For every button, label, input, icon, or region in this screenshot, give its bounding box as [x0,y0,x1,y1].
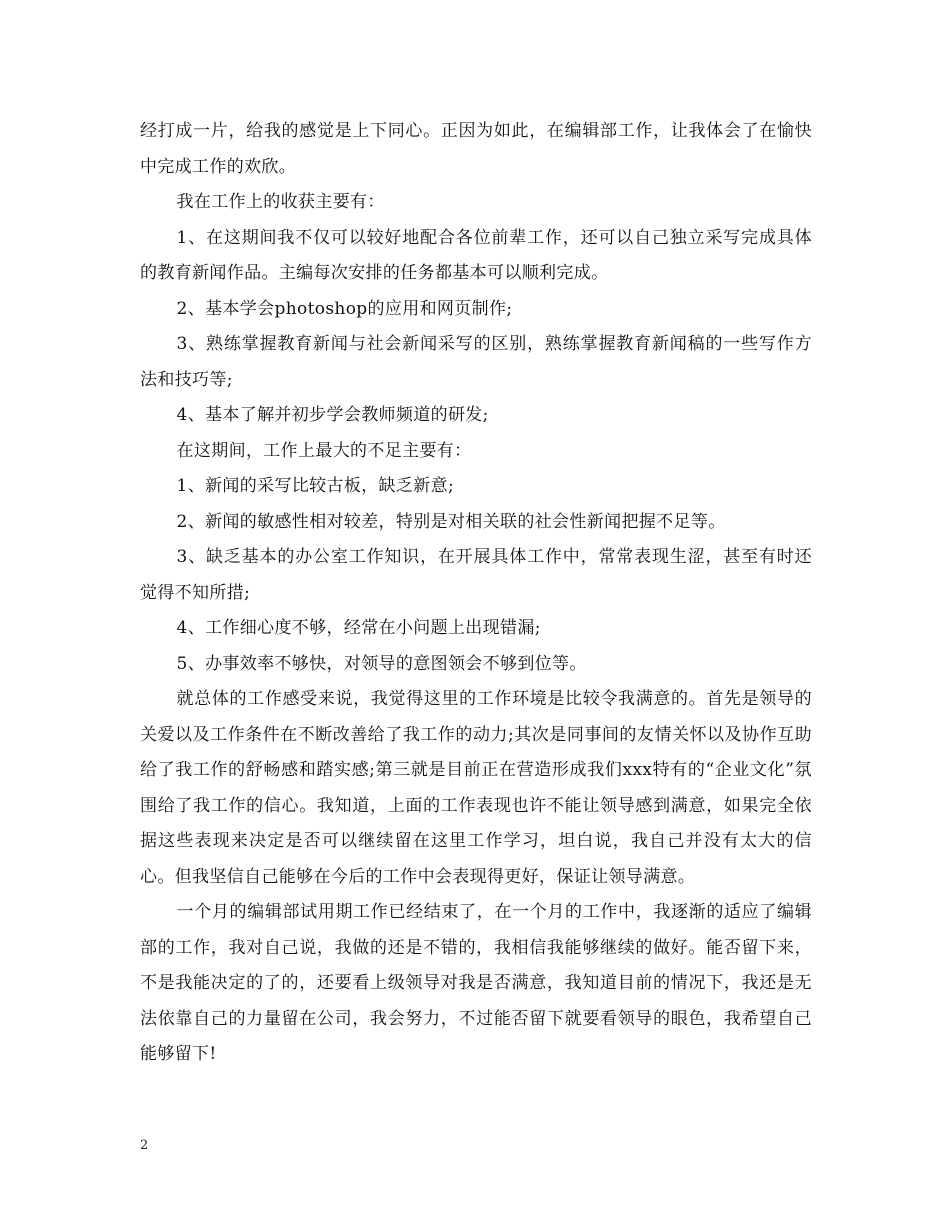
paragraph: 4、基本了解并初步学会教师频道的研发; [176,405,489,425]
paragraph: 就总体的工作感受来说，我觉得这里的工作环境是比较令我满意的。首先是领导的关爱以及工作条件在不断改善给了我工作的动力;其次是同事间的友情关怀以及协作互助给了我工作的舒畅感和踏实感;第三就是目前正在营造形成我们xxx特有的“企业文化”氛围给了我工作的信心。我知道，上面的工作表现也许不能让领导感到满意，如果完全依据这些表现来决定是否可以继续留在这里工作学习，坦白说，我自己并没有太大的信心。但我坚信自己能够在今后的工作中会表现得更好，保证让领导满意。 [140,689,812,887]
paragraph: 4、工作细心度不够，经常在小问题上出现错漏; [176,618,541,638]
paragraph: 在这期间，工作上最大的不足主要有： [176,440,472,461]
paragraph: 1、新闻的采写比较古板，缺乏新意; [176,476,455,496]
page-number: 2 [140,1138,149,1153]
paragraph: 1、在这期间我不仅可以较好地配合各位前辈工作，还可以自己独立采写完成具体的教育新闻作品。主编每次安排的任务都基本可以顺利完成。 [140,227,812,283]
paragraph: 我在工作上的收获主要有： [176,192,385,212]
paragraph: 5、办事效率不够快，对领导的意图领会不够到位等。 [176,653,587,674]
paragraph: 一个月的编辑部试用期工作已经结束了，在一个月的工作中，我逐渐的适应了编辑部的工作，我对自己说，我做的还是不错的，我相信我能够继续的做好。能否留下来，不是我能决定的了的，还要看上级领导对我是否满意，我知道目前的情况下，我还是无法依靠自己的力量留在公司，我会努力，不过能否留下就要看领导的眼色，我希望自己能够留下! [140,902,812,1064]
paragraph: 3、熟练掌握教育新闻与社会新闻采写的区别，熟练掌握教育新闻稿的一些写作方法和技巧等; [140,334,812,390]
paragraph: 2、新闻的敏感性相对较差，特别是对相关联的社会性新闻把握不足等。 [176,511,726,532]
paragraph: 3、缺乏基本的办公室工作知识，在开展具体工作中，常常表现生涩，甚至有时还觉得不知所措; [140,547,812,603]
paragraph: 2、基本学会photoshop的应用和网页制作; [176,298,513,319]
paragraph: 经打成一片，给我的感觉是上下同心。正因为如此，在编辑部工作，让我体会了在愉快中完成工作的欢欣。 [140,121,812,177]
document-body [140,114,812,1073]
